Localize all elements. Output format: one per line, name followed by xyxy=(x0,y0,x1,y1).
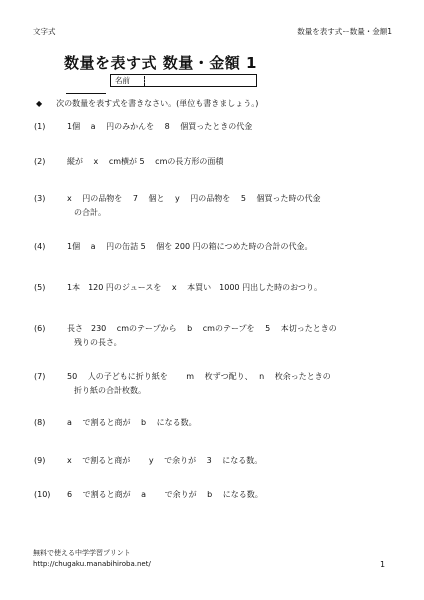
question-text: x 円の品物を 7 個と y 円の品物を 5 個買った時の代金 xyxy=(67,194,321,203)
question-4 xyxy=(34,240,394,254)
question-text: 50 人の子どもに折り紙を m 枚ずつ配り、 n 枚余ったときの xyxy=(67,372,331,381)
header-unit-title: 数量を表す式ー数量・金額1 xyxy=(297,27,392,36)
question-1 xyxy=(34,120,394,134)
title-underline xyxy=(66,93,106,94)
question-3 xyxy=(34,192,394,220)
question-number: (10) xyxy=(34,490,51,499)
page-number: 1 xyxy=(380,560,386,569)
question-text: 1個 a 円のみかんを 8 個買ったときの代金 xyxy=(67,122,253,131)
question-9 xyxy=(34,454,394,468)
question-8 xyxy=(34,416,394,430)
footer-site-name: 無料で使える中学学習プリント xyxy=(33,549,131,557)
name-field[interactable] xyxy=(110,74,257,87)
question-5 xyxy=(34,281,394,295)
question-number: (3) xyxy=(34,194,46,203)
question-number: (4) xyxy=(34,242,46,251)
question-text: x で割ると商が y で余りが 3 になる数。 xyxy=(67,456,263,465)
question-number: (2) xyxy=(34,157,46,166)
question-text-continued: 残りの長さ。 xyxy=(74,338,122,347)
instruction xyxy=(36,98,258,109)
instruction-text: 次の数量を表す式を書きなさい。(単位も書きましょう。) xyxy=(56,99,259,108)
question-2 xyxy=(34,155,394,169)
question-text: 1個 a 円の缶詰 5 個を 200 円の箱につめた時の合計の代金。 xyxy=(67,242,313,251)
question-text: a で割ると商が b になる数。 xyxy=(67,418,197,427)
name-field-divider xyxy=(144,76,145,86)
worksheet-title: 数量を表す式 数量・金額 1 xyxy=(64,54,257,72)
diamond-bullet-icon: ◆ xyxy=(36,99,43,108)
question-text: 6 で割ると商が a で余りが b になる数。 xyxy=(67,490,263,499)
name-label: 名前 xyxy=(115,76,130,85)
question-number: (1) xyxy=(34,122,46,131)
question-text-continued: の合計。 xyxy=(74,208,106,217)
question-number: (8) xyxy=(34,418,46,427)
question-6 xyxy=(34,322,394,350)
question-number: (6) xyxy=(34,324,46,333)
question-number: (7) xyxy=(34,372,46,381)
question-text: 縦が x cm横が 5 cmの長方形の面積 xyxy=(67,157,224,166)
question-7 xyxy=(34,370,394,398)
question-text: 長さ 230 cmのテープから b cmのテープを 5 本切ったときの xyxy=(67,324,337,333)
header-subject: 文字式 xyxy=(33,27,56,36)
question-number: (5) xyxy=(34,283,46,292)
question-text: 1本 120 円のジュースを x 本買い 1000 円出した時のおつり。 xyxy=(67,283,322,292)
question-number: (9) xyxy=(34,456,46,465)
footer-url: http://chugaku.manabihiroba.net/ xyxy=(33,560,151,568)
question-10 xyxy=(34,488,394,502)
question-text-continued: 折り紙の合計枚数。 xyxy=(74,386,146,395)
